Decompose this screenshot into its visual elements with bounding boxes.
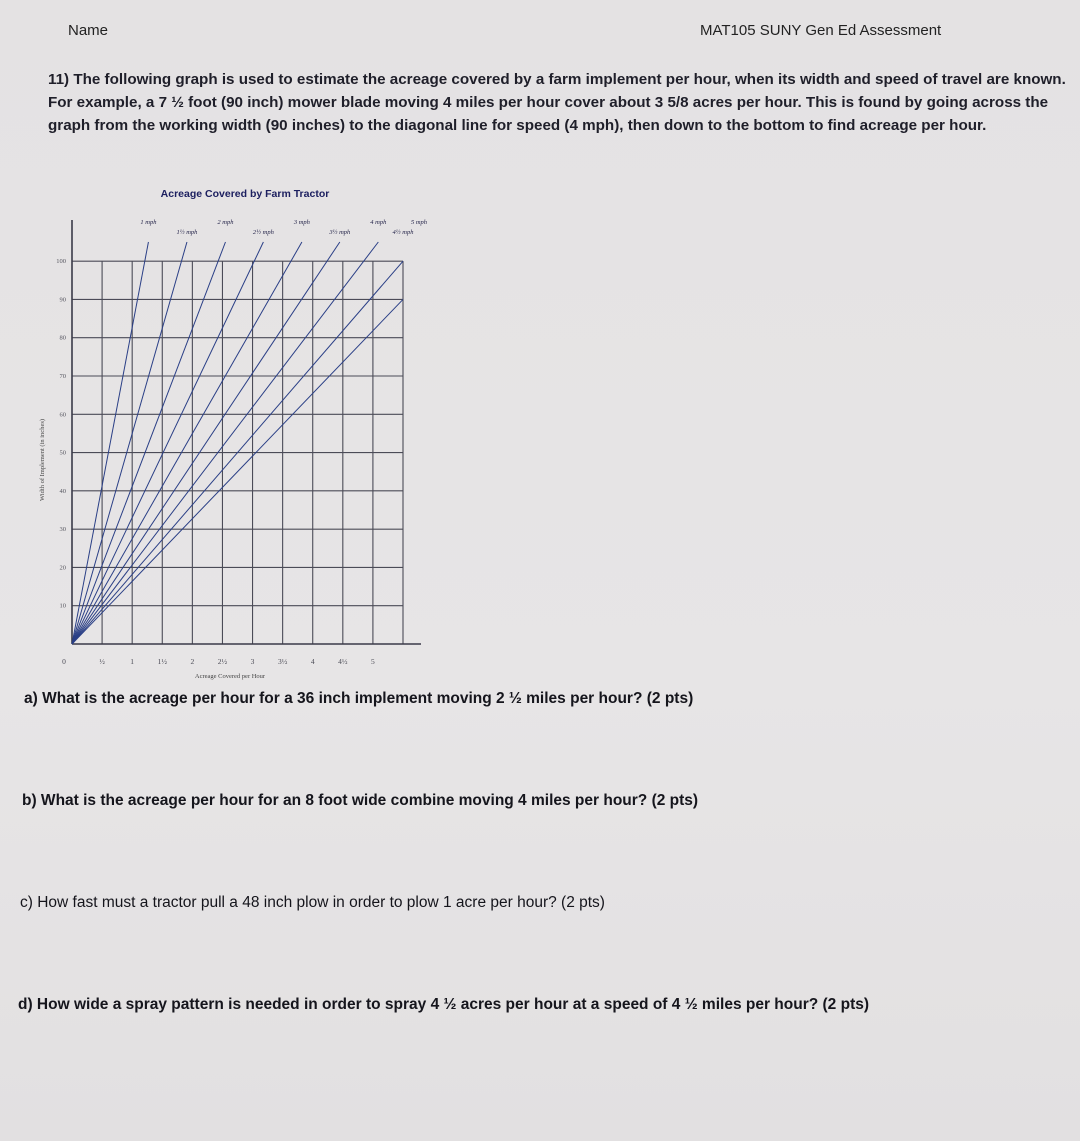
y-tick-label: 50 xyxy=(59,449,66,457)
speed-line xyxy=(72,242,378,644)
speed-label: 3½ mph xyxy=(329,229,351,236)
y-tick-label: 80 xyxy=(59,334,66,342)
speed-line xyxy=(72,242,302,644)
x-tick-label: 2½ xyxy=(217,657,228,666)
x-tick-label: 0 xyxy=(62,657,66,666)
y-tick-label: 20 xyxy=(59,564,66,572)
question-d: d) How wide a spray pattern is needed in order to spray 4 ½ acres per hour at a speed of 4 ½ miles per hour? (2 pts) xyxy=(18,996,870,1013)
speed-line xyxy=(72,242,340,644)
y-tick-label: 100 xyxy=(56,258,66,266)
x-tick-label: 4 xyxy=(310,657,315,666)
y-tick-label: 30 xyxy=(59,526,66,534)
speed-line xyxy=(72,242,225,644)
y-tick-label: 10 xyxy=(59,602,66,610)
name-label: Name xyxy=(68,22,109,39)
speed-labels xyxy=(140,219,427,236)
x-tick-label: 3½ xyxy=(277,657,288,666)
y-tick-label: 70 xyxy=(59,373,66,380)
speed-label: 5 mph xyxy=(410,219,428,226)
question-a: a) What is the acreage per hour for a 36 inch implement moving 2 ½ miles per hour? (2 pts) xyxy=(24,690,694,707)
speed-line xyxy=(72,242,148,644)
x-tick-label: 1 xyxy=(130,657,135,666)
speed-lines xyxy=(72,242,403,644)
x-axis-label: Acreage Covered per Hour xyxy=(194,673,266,680)
y-tick-label: 60 xyxy=(59,411,66,419)
y-tick-labels xyxy=(56,258,66,610)
x-tick-label: 2 xyxy=(190,657,195,666)
x-tick-label: ½ xyxy=(99,657,105,666)
chart-axes xyxy=(72,220,421,644)
x-tick-label: 3 xyxy=(250,657,255,666)
y-tick-label: 40 xyxy=(59,487,66,495)
speed-label: 4½ mph xyxy=(392,229,414,236)
x-tick-label: 5 xyxy=(371,657,375,666)
question-c: c) How fast must a tractor pull a 48 inch plow in order to plow 1 acre per hour? (2 pts) xyxy=(20,894,605,911)
chart-title: Acreage Covered by Farm Tractor xyxy=(160,188,330,200)
x-tick-label: 4½ xyxy=(338,657,348,666)
x-tick-labels xyxy=(62,657,375,666)
acreage-chart xyxy=(0,182,460,682)
x-tick-label: 1½ xyxy=(157,657,167,666)
speed-label: 2 mph xyxy=(217,219,234,226)
course-title: MAT105 SUNY Gen Ed Assessment xyxy=(700,22,942,39)
problem-statement: 11) The following graph is used to estimate the acreage covered by a farm implement per hour, when its width and speed of travel are known. For example, a 7 ½ foot (90 inch) mower blade moving 4 miles per hour cover about 3 5/8 acres per hour. This is found by going across the graph from the working width (90 inches) to the diagonal line for speed (4 mph), then down to the bottom to find acreage per hour. xyxy=(48,71,1066,134)
speed-label: 1½ mph xyxy=(176,229,198,236)
y-axis-label: Width of Implement (in inches) xyxy=(39,418,46,502)
speed-label: 2½ mph xyxy=(252,229,274,236)
speed-label: 3 mph xyxy=(293,219,310,226)
speed-line xyxy=(72,242,263,644)
speed-label: 4 mph xyxy=(370,219,387,226)
speed-label: 1 mph xyxy=(140,219,157,226)
y-tick-label: 90 xyxy=(59,296,66,304)
question-b: b) What is the acreage per hour for an 8 foot wide combine moving 4 miles per hour? (2 pts) xyxy=(22,792,699,809)
